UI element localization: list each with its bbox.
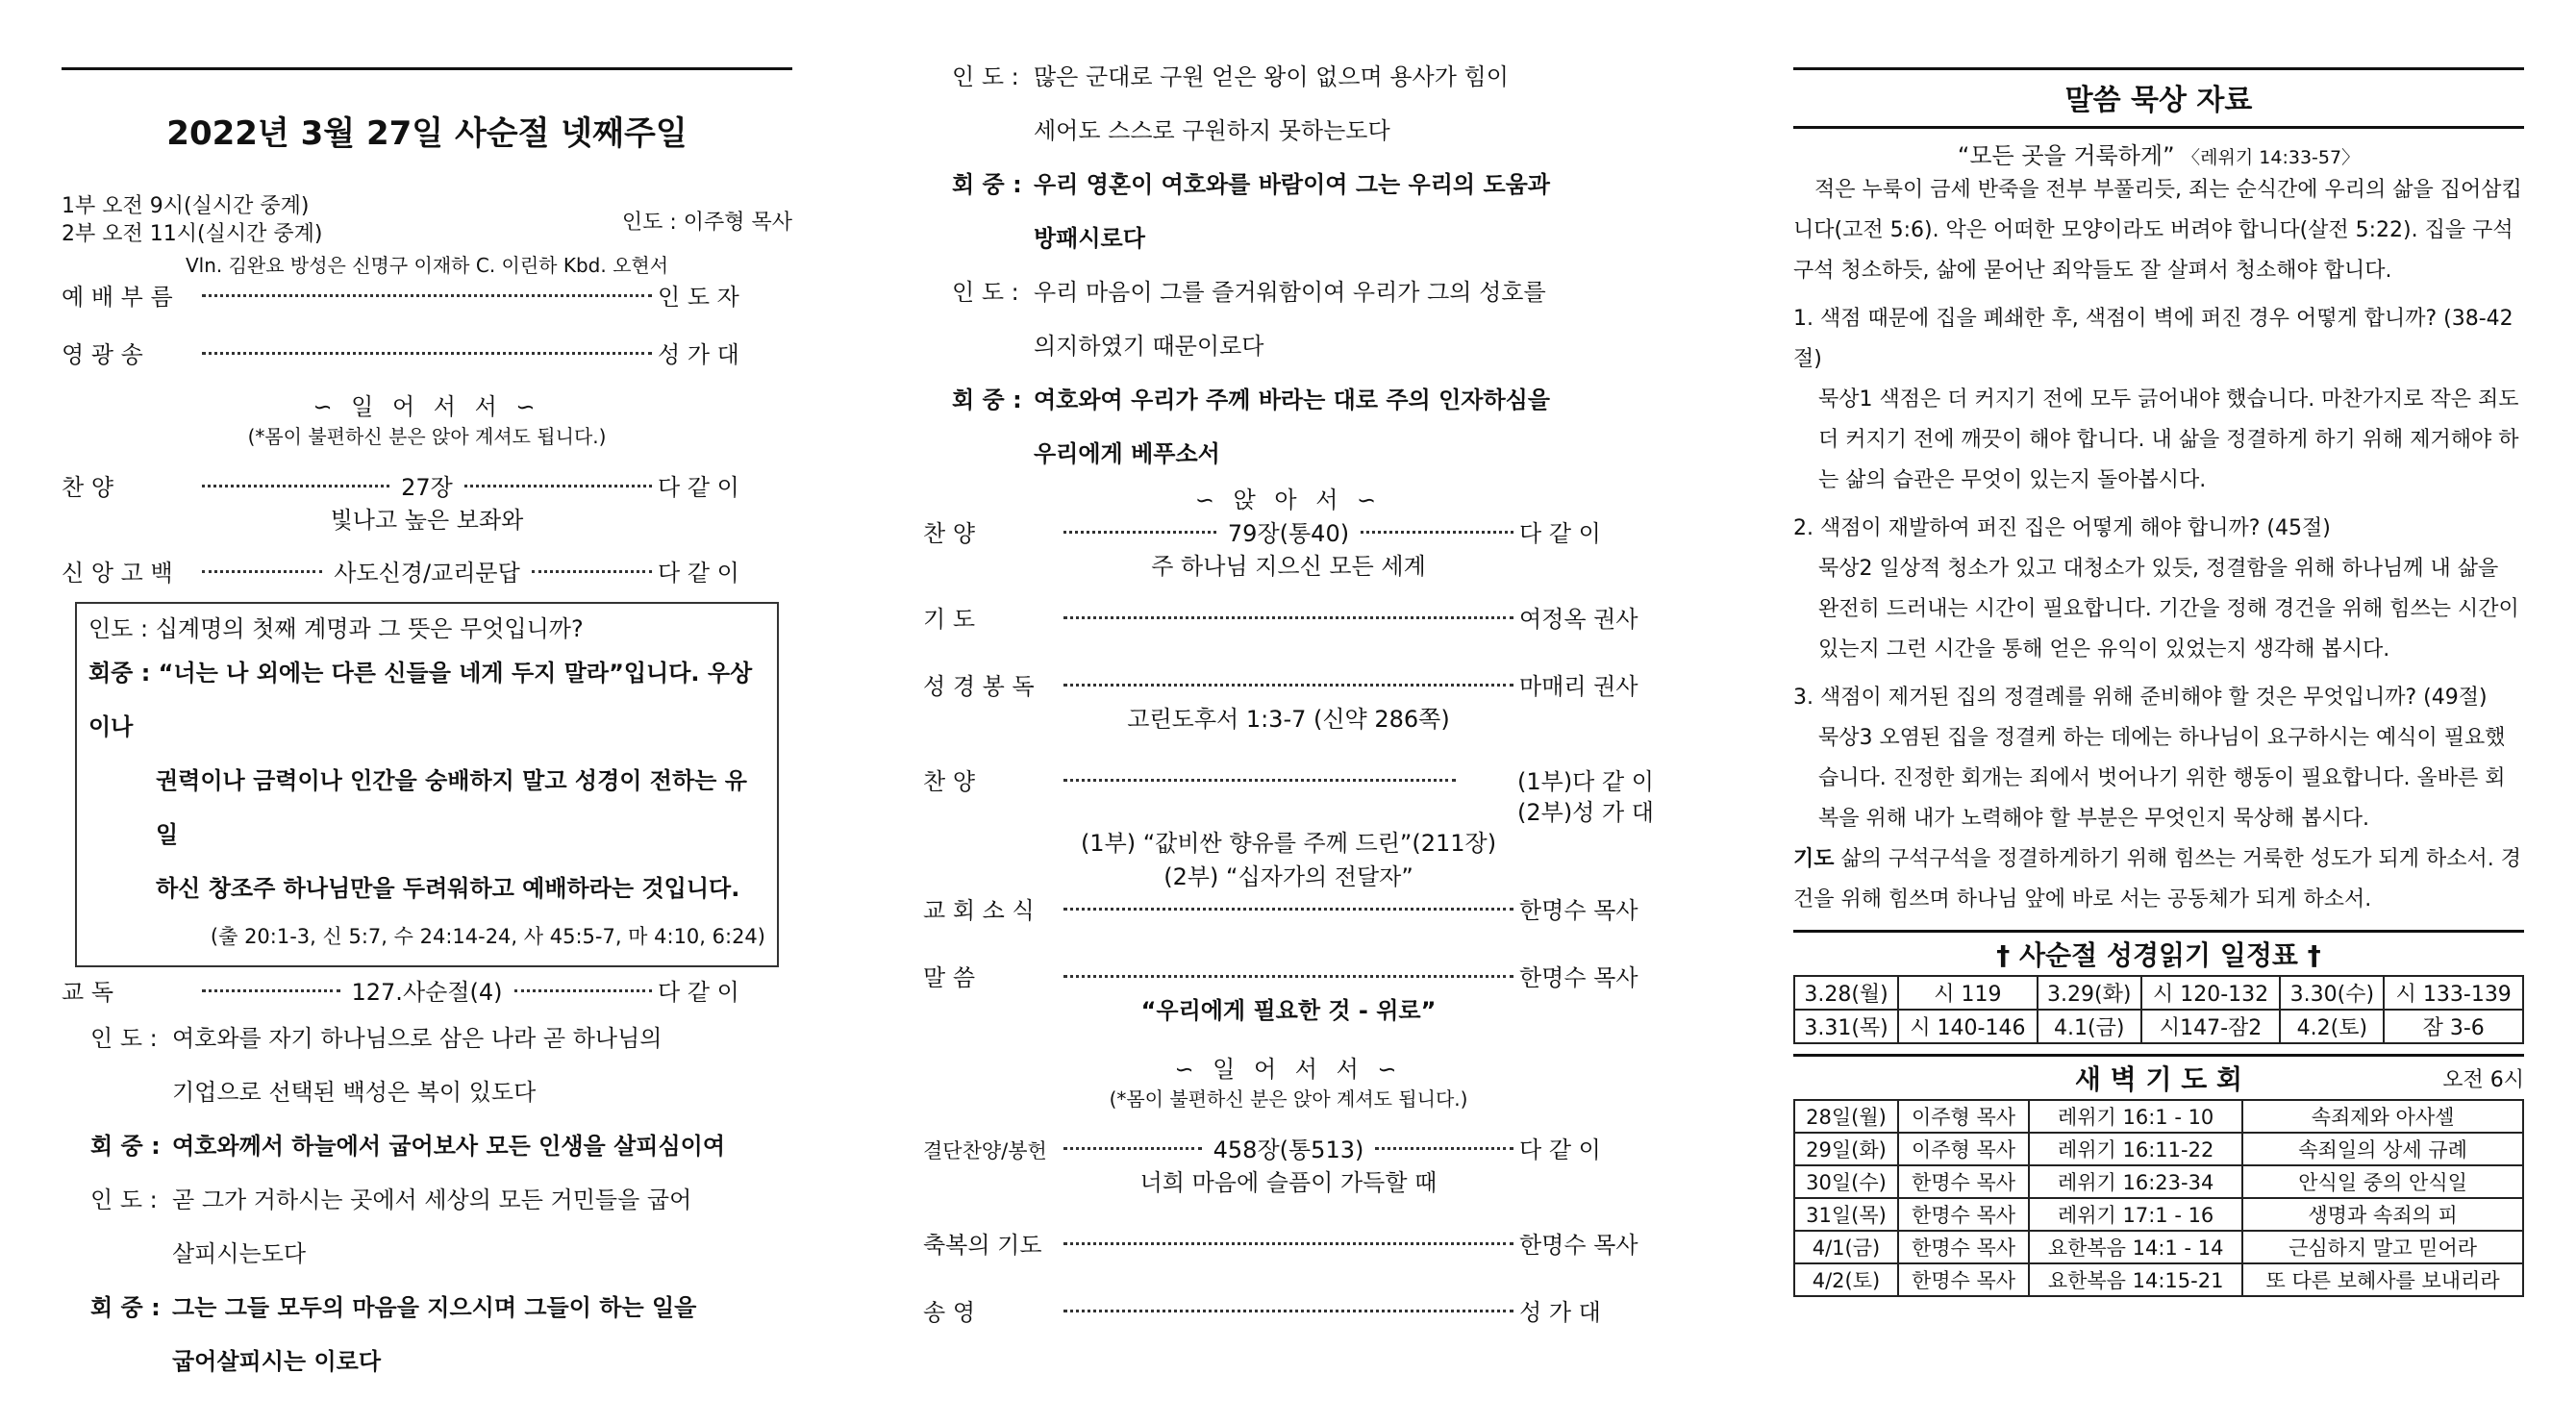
table-cell: 3.31(목) [1794, 1010, 1898, 1043]
table-cell: 시 133-139 [2384, 976, 2523, 1010]
table-cell: 4.2(토) [2280, 1010, 2384, 1043]
dawn-prayer-title: 새 벽 기 도 회 오전 6시 [1793, 1054, 2524, 1099]
table-row [1794, 1165, 2523, 1198]
table-cell: 한명수 목사 [1898, 1231, 2029, 1263]
order-call: 예 배 부 름 인 도 자 [62, 284, 739, 311]
question-3: 3. 색점이 제거된 집의 정결례를 위해 준비해야 할 것은 무엇입니까? (49절) [1793, 686, 2488, 710]
divider [1793, 126, 2524, 129]
responsive-line: 방패시로다 [1034, 225, 1145, 252]
sit-label: ∽ 앉 아 서 ∽ [1194, 487, 1383, 513]
table-cell: 또 다른 보혜사를 보내리라 [2242, 1263, 2523, 1296]
table-cell: 레위기 16:1 - 10 [2029, 1100, 2242, 1133]
table-cell: 속죄제와 아사셀 [2242, 1100, 2523, 1133]
meditation-header: 말씀 묵상 자료 [2064, 84, 2253, 117]
hymn-title: 빛나고 높은 보좌와 [330, 507, 524, 534]
meditation-3: 묵상3 오염된 집을 정결케 하는 데에는 하나님이 요구하시는 예식이 필요했습니다. 진정한 회개는 죄에서 벗어나기 위한 행동이 필요합니다. 올바른 회복을 위해 내가 노력해야 할 부분은 무엇인지 묵상해 봅시다. [1818, 726, 2506, 831]
dawn-prayer-table [1793, 1099, 2524, 1297]
meditation-theme: “모든 곳을 거룩하게” 〈레위기 14:33-57〉 [1957, 142, 2361, 169]
responsive-line: 회 중 : 여호와여 우리가 주께 바라는 대로 주의 인자하심을 [952, 387, 1550, 413]
closing-title: 너희 마음에 슬픔이 가득할 때 [1139, 1169, 1438, 1196]
table-cell: 요한복음 14:15-21 [2029, 1263, 2242, 1296]
table-cell: 시147-잠2 [2141, 1010, 2281, 1043]
page-title: 2022년 3월 27일 사순절 넷째주일 [166, 114, 688, 153]
table-cell: 한명수 목사 [1898, 1263, 2029, 1296]
responsive-line: 인 도 : 많은 군대로 구원 얻은 왕이 없으며 용사가 힘이 [952, 63, 1509, 90]
responsive-line: 살피시는도다 [172, 1240, 307, 1267]
reading-schedule-title: † 사순절 성경읽기 일정표 † [1793, 930, 2524, 975]
meditation-2: 묵상2 일상적 청소가 있고 대청소가 있듯, 정결함을 위해 하나님께 내 삶을 완전히 드러내는 시간이 필요합니다. 기간을 정해 경건을 위해 힘쓰는 시간이 있는지 그런 시간을 통해 얻은 유익이 있었는지 생각해 봅시다. [1818, 557, 2519, 662]
divider [1793, 67, 2524, 70]
stand-label-2: ∽ 일 어 서 서 ∽ [1174, 1056, 1403, 1083]
table-cell: 4/1(금) [1794, 1231, 1898, 1263]
responsive-line: 인 도 : 우리 마음이 그를 즐거워함이여 우리가 그의 성호를 [952, 279, 1546, 306]
leader: 인도 : 이주형 목사 [621, 210, 792, 235]
divider [62, 67, 792, 70]
table-cell: 한명수 목사 [1898, 1198, 2029, 1231]
table-cell: 3.28(월) [1794, 976, 1898, 1010]
reading-schedule-table [1793, 975, 2524, 1044]
middle-column [923, 50, 1654, 1332]
table-cell: 레위기 17:1 - 16 [2029, 1198, 2242, 1231]
order-news: 교 회 소 식 한명수 목사 [923, 897, 1638, 924]
table-row [1794, 1263, 2523, 1296]
table-cell: 근심하지 말고 믿어라 [2242, 1231, 2523, 1263]
order-closing: 결단찬양/봉헌 458장(통513) 다 같 이 [923, 1137, 1601, 1163]
table-row [1794, 1133, 2523, 1165]
table-cell: 레위기 16:23-34 [2029, 1165, 2242, 1198]
question-2: 2. 색점이 재발하여 퍼진 집은 어떻게 해야 합니까? (45절) [1793, 516, 2331, 540]
table-cell: 4/2(토) [1794, 1263, 1898, 1296]
right-column [1793, 58, 2524, 1297]
catechism-box: 인도 : 십계명의 첫째 계명과 그 뜻은 무엇입니까? 회중 : “너는 나 외에는 다른 신들을 네게 두지 말라”입니다. 우상이나 권력이나 금력이나 인간을 숭배하지 말고 성경이 전하는 유일 하신 창조주 하나님만을 두려워하고 예배하라는 것입니다. (출 20:1-3, 신 5:7, 수 24:14-24, 사 45:5-7, 마 4:10, 6:24) [75, 602, 779, 967]
table-cell: 4.1(금) [2038, 1010, 2141, 1043]
table-cell: 속죄일의 상세 규례 [2242, 1133, 2523, 1165]
responsive-line: 우리에게 베푸소서 [1034, 440, 1220, 467]
responsive-line: 회 중 : 그는 그들 모두의 마음을 지으시며 그들이 하는 일을 [90, 1294, 697, 1321]
order-prayer: 기 도 여정옥 권사 [923, 606, 1638, 633]
responsive-line: 인 도 : 곧 그가 거하시는 곳에서 세상의 모든 거민들을 굽어 [90, 1187, 692, 1213]
responsive-line: 세어도 스스로 구원하지 못하는도다 [1034, 117, 1390, 144]
order-song: 송 영 성 가 대 [923, 1299, 1601, 1326]
order-choir-2: (2부)성 가 대 [1517, 799, 1654, 826]
table-cell: 한명수 목사 [1898, 1165, 2029, 1198]
responsive-line: 회 중 : 여호와께서 하늘에서 굽어보사 모든 인생을 살피심이여 [90, 1133, 726, 1160]
table-row [1794, 1198, 2523, 1231]
service-1: 1부 오전 9시(실시간 중계) [62, 194, 310, 218]
order-creed: 신 앙 고 백 사도신경/교리문답 다 같 이 [62, 560, 739, 587]
table-cell: 시 120-132 [2141, 976, 2281, 1010]
meditation-1: 묵상1 색점은 더 커지기 전에 모두 긁어내야 했습니다. 마찬가지로 작은 죄도 더 커지기 전에 깨끗이 해야 합니다. 내 삶을 정결하게 하기 위해 제거해야 하는 삶의 습관은 무엇이 있는지 돌아봅시다. [1818, 387, 2519, 492]
table-cell: 요한복음 14:1 - 14 [2029, 1231, 2242, 1263]
question-1: 1. 색점 때문에 집을 폐쇄한 후, 색점이 벽에 퍼진 경우 어떻게 합니까? (38-42절) [1793, 307, 2513, 371]
table-row [1794, 1100, 2523, 1133]
order-choir: 찬 양 (1부)다 같 이 [923, 768, 1654, 795]
table-cell: 3.30(수) [2280, 976, 2384, 1010]
table-row [1794, 1010, 2523, 1043]
table-cell: 잠 3-6 [2384, 1010, 2523, 1043]
choir-song-2: (2부) “십자가의 전달자” [1163, 863, 1413, 890]
order-hymn-2: 찬 양 79장(통40) 다 같 이 [923, 520, 1601, 547]
table-cell: 이주형 목사 [1898, 1133, 2029, 1165]
table-row [1794, 1231, 2523, 1263]
responsive-line: 의지하였기 때문이로다 [1034, 333, 1264, 360]
order-glory: 영 광 송 성 가 대 [62, 341, 739, 368]
order-reading: 성 경 봉 독 마매리 권사 [923, 673, 1638, 700]
stand-label: ∽ 일 어 서 서 ∽ [313, 393, 541, 420]
order-hymn: 찬 양 27장 다 같 이 [62, 474, 739, 501]
table-cell: 생명과 속죄의 피 [2242, 1198, 2523, 1231]
table-cell: 안식일 중의 안식일 [2242, 1165, 2523, 1198]
table-cell: 3.29(화) [2038, 976, 2141, 1010]
order-sermon: 말 씀 한명수 목사 [923, 964, 1638, 991]
order-bless: 축복의 기도 한명수 목사 [923, 1232, 1638, 1259]
stand-note: (*몸이 불편하신 분은 앉아 계셔도 됩니다.) [247, 425, 607, 448]
responsive-line: 회 중 : 우리 영혼이 여호와를 바람이여 그는 우리의 도움과 [952, 171, 1550, 198]
responsive-line: 기업으로 선택된 백성은 복이 있도다 [172, 1079, 537, 1106]
reading-passage: 고린도후서 1:3-7 (신약 286쪽) [1127, 706, 1450, 733]
prayer: 기도 삶의 구석구석을 정결하게하기 위해 힘쓰는 거룩한 성도가 되게 하소서. 경건을 위해 힘쓰며 하나님 앞에 바로 서는 공동체가 되게 하소서. [1793, 847, 2522, 912]
responsive-line: 인 도 : 여호와를 자기 하나님으로 삼은 나라 곧 하나님의 [90, 1025, 663, 1052]
table-cell: 31일(목) [1794, 1198, 1898, 1231]
choir-song-1: (1부) “값비싼 향유를 주께 드린”(211장) [1080, 830, 1497, 857]
service-2: 2부 오전 11시(실시간 중계) [62, 222, 323, 246]
left-column [62, 58, 792, 1388]
musicians: Vln. 김완요 방성은 신명구 이재하 C. 이린하 Kbd. 오현서 [185, 254, 669, 277]
table-cell: 레위기 16:11-22 [2029, 1133, 2242, 1165]
table-cell: 28일(월) [1794, 1100, 1898, 1133]
table-row [1794, 976, 2523, 1010]
meditation-intro: 적은 누룩이 금세 반죽을 전부 부풀리듯, 죄는 순식간에 우리의 삶을 집어삼킵니다(고전 5:6). 악은 어떠한 모양이라도 버려야 합니다(살전 5:22). 집을 구석구석 청소하듯, 삶에 묻어난 죄악들도 잘 살펴서 청소해야 합니다. [1793, 178, 2522, 283]
table-cell: 시 119 [1898, 976, 2038, 1010]
stand-note-2: (*몸이 불편하신 분은 앉아 계셔도 됩니다.) [1109, 1087, 1468, 1111]
sermon-title: “우리에게 필요한 것 - 위로” [1140, 997, 1437, 1024]
service-times [62, 192, 792, 248]
responsive-line: 굽어살피시는 이로다 [172, 1348, 382, 1375]
order-responsive: 교 독 127.사순절(4) 다 같 이 [62, 979, 739, 1006]
table-cell: 시 140-146 [1898, 1010, 2038, 1043]
table-cell: 이주형 목사 [1898, 1100, 2029, 1133]
table-cell: 29일(화) [1794, 1133, 1898, 1165]
hymn-title-2: 주 하나님 지으신 모든 세계 [1151, 553, 1426, 580]
table-cell: 30일(수) [1794, 1165, 1898, 1198]
